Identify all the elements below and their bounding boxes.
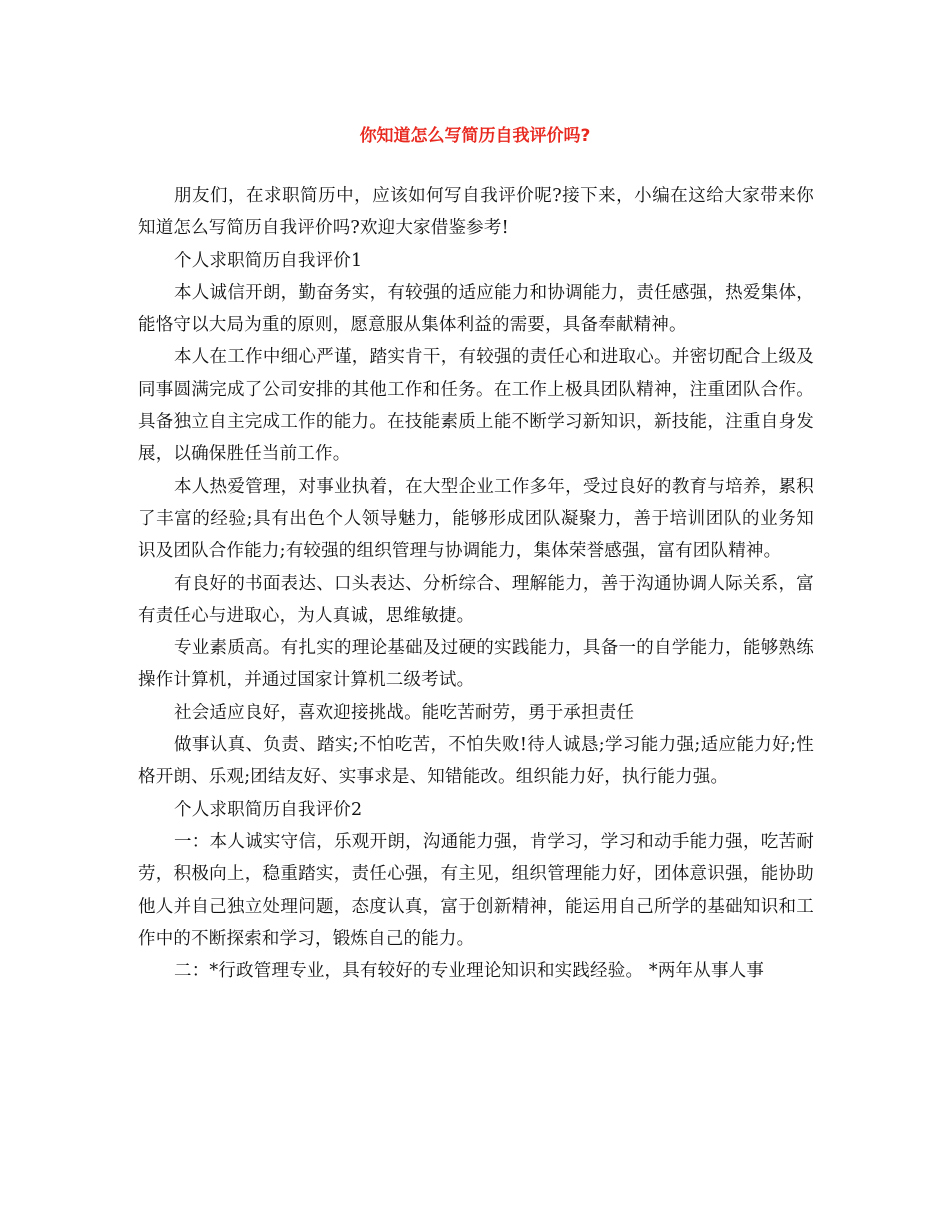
paragraph: 专业素质高。有扎实的理论基础及过硬的实践能力，具备一的自学能力，能够熟练操作计算机，并通过国家计算机二级考试。 bbox=[138, 638, 814, 691]
paragraph: 本人在工作中细心严谨，踏实肯干，有较强的责任心和进取心。并密切配合上级及同事圆满完成了公司安排的其他工作和任务。在工作上极具团队精神，注重团队合作。具备独立自主完成工作的能力。在技能素质上能不断学习新知识，新技能，注重自身发展，以确保胜任当前工作。 bbox=[138, 347, 814, 465]
paragraph: 有良好的书面表达、口头表达、分析综合、理解能力，善于沟通协调人际关系，富有责任心与进取心，为人真诚，思维敏捷。 bbox=[138, 573, 814, 626]
paragraph-intro: 朋友们，在求职简历中，应该如何写自我评价呢?接下来，小编在这给大家带来你知道怎么写简历自我评价吗?欢迎大家借鉴参考! bbox=[138, 186, 814, 239]
paragraph: 二：*行政管理专业，具有较好的专业理论知识和实践经验。 *两年从事人事 bbox=[174, 961, 765, 982]
document-body bbox=[138, 180, 814, 987]
paragraph: 做事认真、负责、踏实;不怕吃苦，不怕失败!待人诚恳;学习能力强;适应能力好;性格开朗、乐观;团结友好、实事求是、知错能改。组织能力好，执行能力强。 bbox=[138, 735, 814, 788]
paragraph: 一：本人诚实守信，乐观开朗，沟通能力强，肯学习，学习和动手能力强，吃苦耐劳，积极向上，稳重踏实，责任心强，有主见，组织管理能力好，团体意识强，能协助他人并自己独立处理问题，态度认真，富于创新精神，能运用自己所学的基础知识和工作中的不断探索和学习，锻炼自己的能力。 bbox=[138, 831, 814, 949]
section-heading-2: 个人求职简历自我评价2 bbox=[174, 799, 363, 820]
paragraph: 本人热爱管理，对事业执着，在大型企业工作多年，受过良好的教育与培养，累积了丰富的经验;具有出色个人领导魅力，能够形成团队凝聚力，善于培训团队的业务知识及团队合作能力;有较强的组织管理与协调能力，集体荣誉感强，富有团队精神。 bbox=[138, 476, 814, 562]
paragraph: 社会适应良好，喜欢迎接挑战。能吃苦耐劳，勇于承担责任 bbox=[174, 702, 635, 723]
section-heading-1: 个人求职简历自我评价1 bbox=[174, 250, 363, 271]
paragraph: 本人诚信开朗，勤奋务实，有较强的适应能力和协调能力，责任感强，热爱集体，能恪守以大局为重的原则，愿意服从集体利益的需要，具备奉献精神。 bbox=[138, 282, 814, 336]
document-title: 你知道怎么写简历自我评价吗? bbox=[359, 126, 591, 146]
